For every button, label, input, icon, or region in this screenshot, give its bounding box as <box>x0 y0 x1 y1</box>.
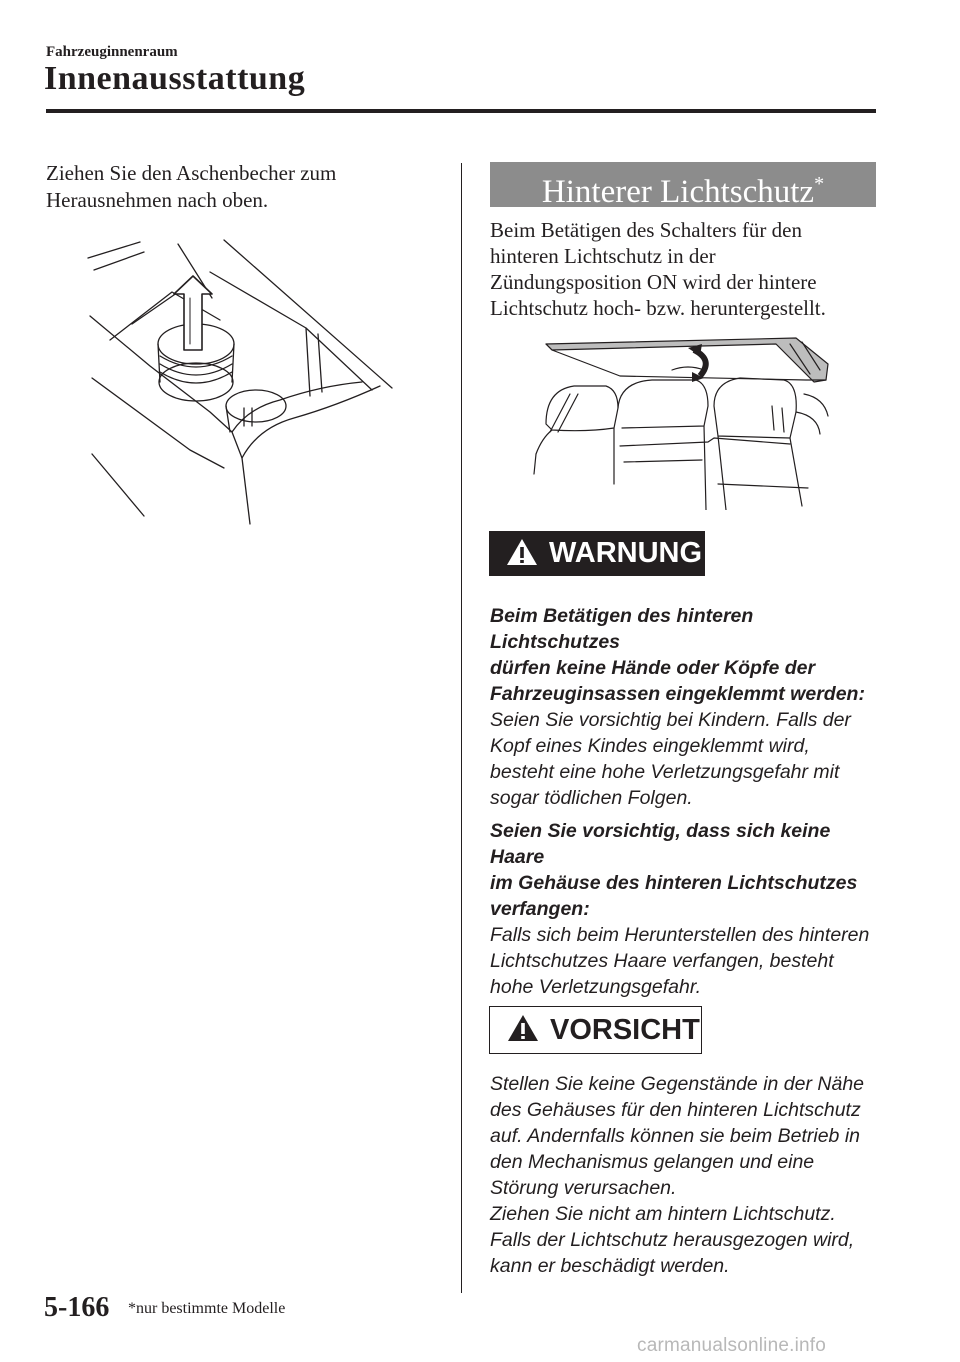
caution-label <box>489 1006 702 1054</box>
caution-block <box>490 1071 880 1279</box>
warning-body-line: Seien Sie vorsichtig bei Kindern. Falls der <box>490 709 851 731</box>
page-number: 5-166 <box>44 1292 110 1323</box>
caution-line: den Mechanismus gelangen und eine <box>490 1151 815 1173</box>
ashtray-instruction <box>46 160 426 214</box>
warning-heading-line: im Gehäuse des hinteren Lichtschutzes <box>490 872 858 894</box>
warning-body-line: Kopf eines Kindes eingeklemmt wird, <box>490 735 810 757</box>
caution-line: des Gehäuses für den hinteren Lichtschutz <box>490 1099 861 1121</box>
rear-shade-intro <box>490 217 876 321</box>
watermark: carmanualsonline.info <box>637 1335 827 1356</box>
title-rule <box>46 109 876 113</box>
intro-line: Lichtschutz hoch- bzw. heruntergestellt. <box>490 296 826 320</box>
caution-line: auf. Andernfalls können sie beim Betrieb in <box>490 1125 860 1147</box>
caution-triangle-icon <box>506 1013 540 1043</box>
caution-line: kann er beschädigt werden. <box>490 1255 730 1277</box>
warning-block-1 <box>490 603 880 811</box>
warning-label <box>489 531 705 576</box>
intro-line: Beim Betätigen des Schalters für den <box>490 218 802 242</box>
warning-body-line: besteht eine hohe Verletzungsgefahr mit <box>490 761 840 783</box>
warning-body-line: Falls sich beim Herunterstellen des hinteren <box>490 924 870 946</box>
page-title: Innenausstattung <box>44 60 306 97</box>
intro-line: Zündungsposition ON wird der hintere <box>490 270 817 294</box>
warning-body-line: sogar tödlichen Folgen. <box>490 787 693 809</box>
ashtray-instruction-line: Ziehen Sie den Aschenbecher zum <box>46 161 337 185</box>
warning-heading-line: Seien Sie vorsichtig, dass sich keine Haare <box>490 820 831 868</box>
section-heading-rear-shade <box>490 162 876 210</box>
intro-line: hinteren Lichtschutz in der <box>490 244 716 268</box>
caution-line: Ziehen Sie nicht am hintern Lichtschutz. <box>490 1203 836 1225</box>
caution-line: Falls der Lichtschutz herausgezogen wird, <box>490 1229 855 1251</box>
warning-block-2 <box>490 818 880 1000</box>
warning-heading-line: Fahrzeuginsassen eingeklemmt werden: <box>490 683 865 705</box>
ashtray-illustration <box>80 236 400 526</box>
section-label: Fahrzeuginnenraum <box>46 44 178 60</box>
warning-triangle-icon <box>505 537 539 567</box>
warning-label-text: WARNUNG <box>549 537 703 569</box>
rear-shade-illustration <box>528 334 834 510</box>
footnote: *nur bestimmte Modelle <box>128 1300 286 1317</box>
warning-heading-line: Beim Betätigen des hinteren Lichtschutzes <box>490 605 754 653</box>
ashtray-instruction-line: Herausnehmen nach oben. <box>46 188 269 212</box>
caution-line: Stellen Sie keine Gegenstände in der Nähe <box>490 1073 865 1095</box>
section-heading-text: Hinterer Lichtschutz <box>541 174 815 210</box>
column-divider <box>461 163 462 1293</box>
warning-heading-line: dürfen keine Hände oder Köpfe der <box>490 657 816 679</box>
warning-heading-line: verfangen: <box>490 898 590 920</box>
caution-line: Störung verursachen. <box>490 1177 677 1199</box>
warning-body-line: Lichtschutzes Haare verfangen, besteht <box>490 950 834 972</box>
optional-equipment-mark: * <box>814 173 825 195</box>
warning-body-line: hohe Verletzungsgefahr. <box>490 976 702 998</box>
caution-label-text: VORSICHT <box>550 1013 700 1046</box>
